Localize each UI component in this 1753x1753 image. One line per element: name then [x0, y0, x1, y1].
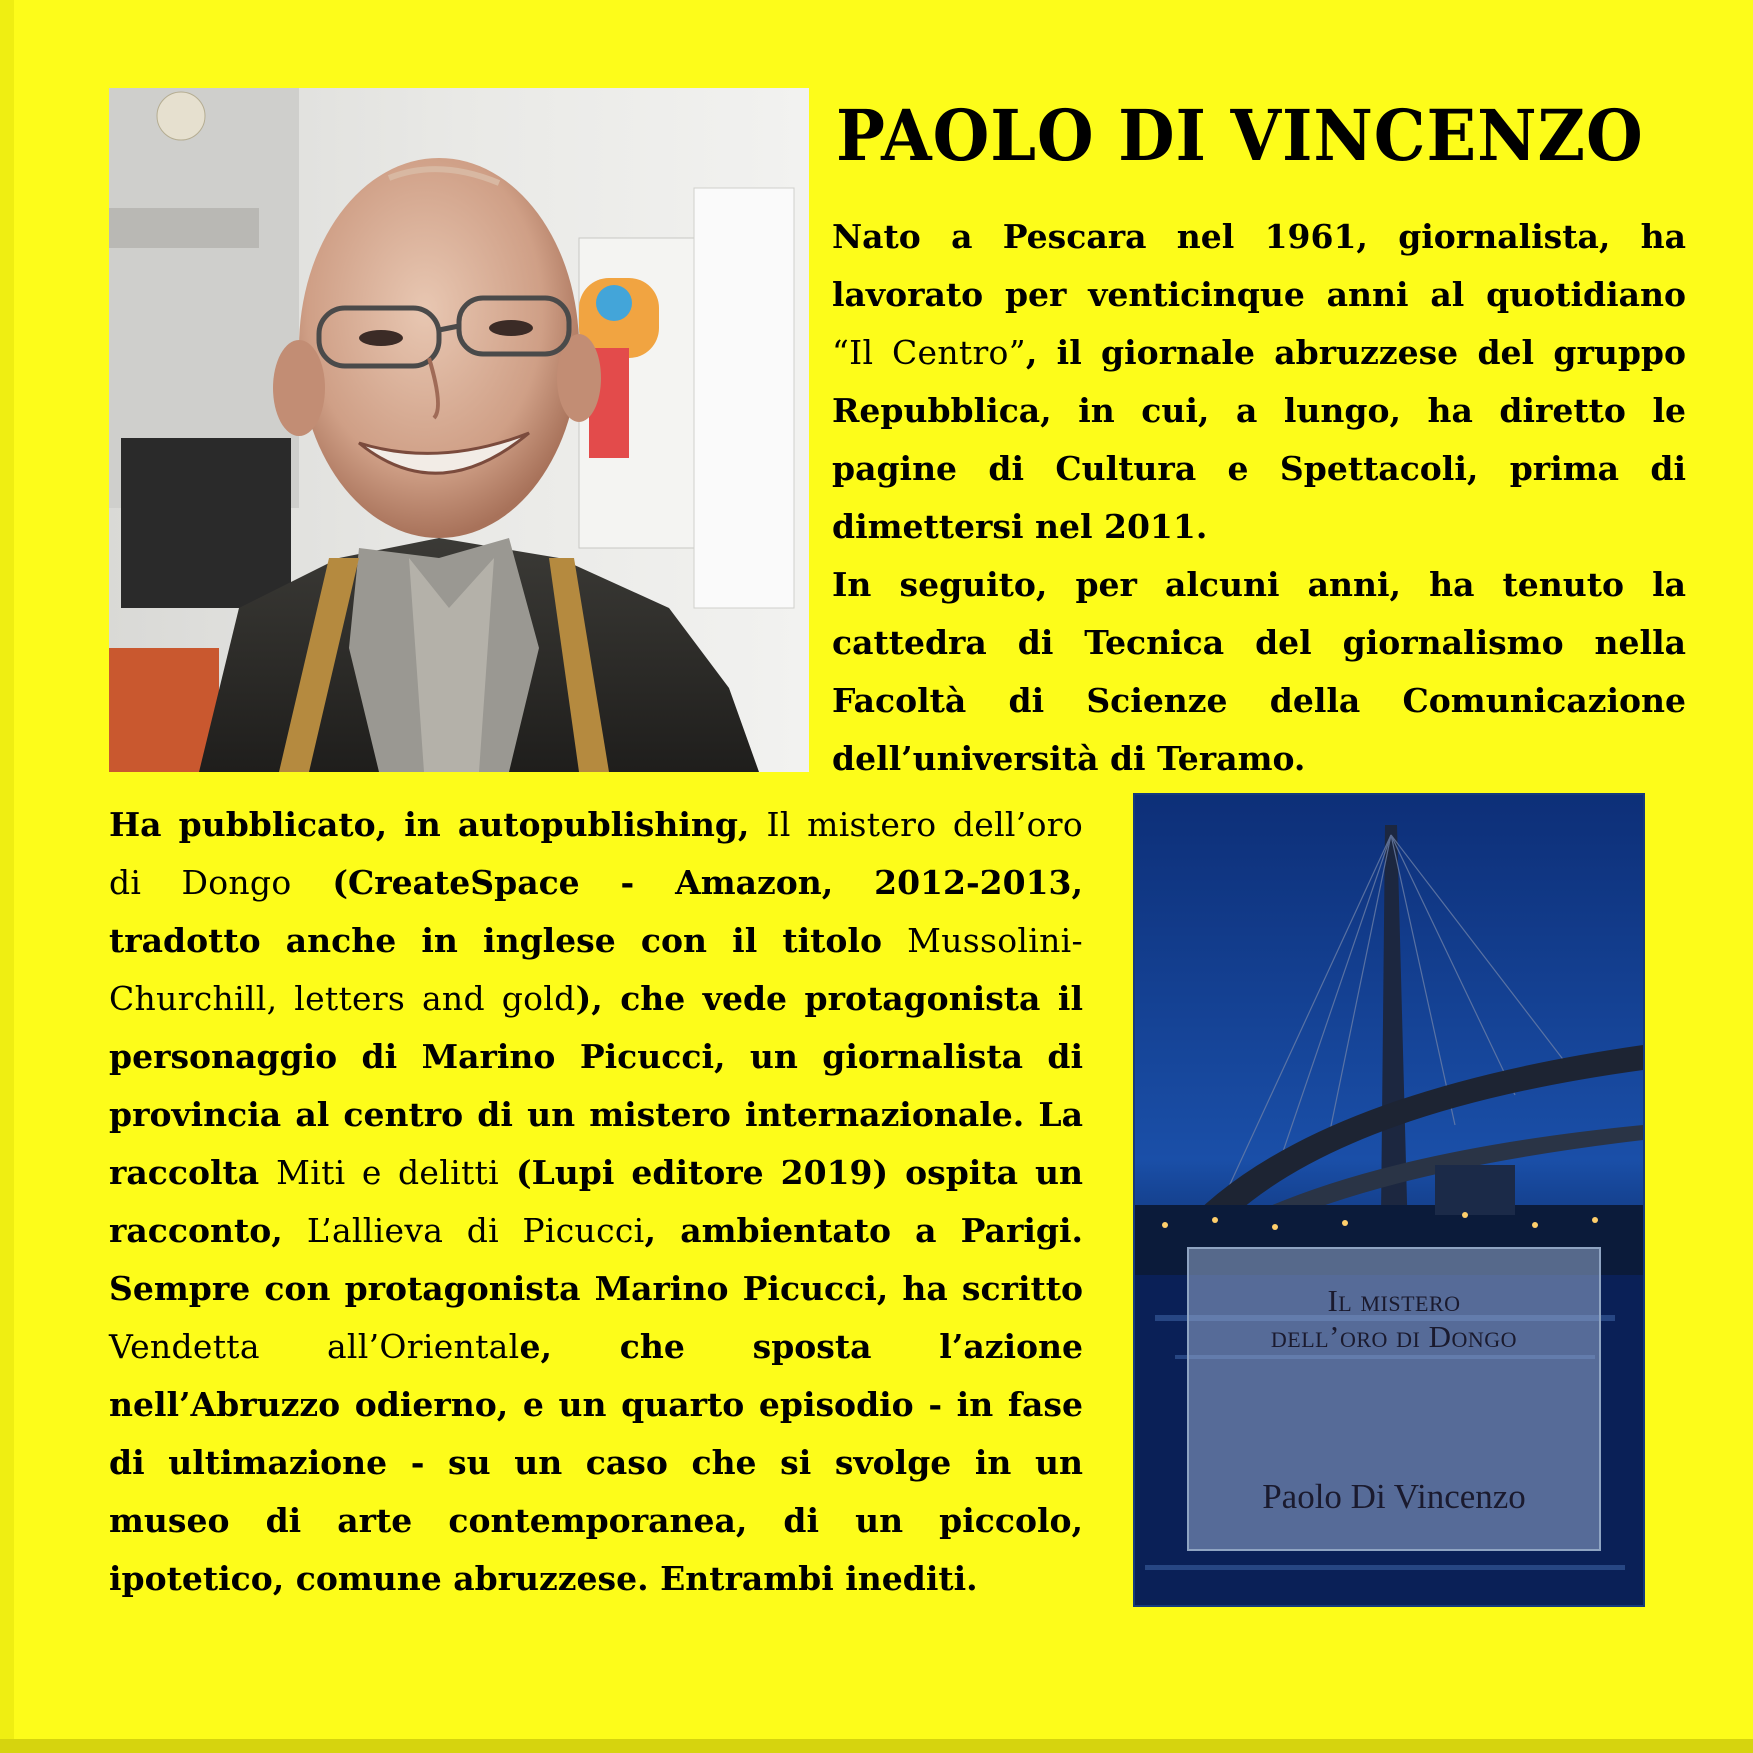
book-title-1: Il mistero dell’oro di Dongo [109, 805, 1083, 902]
publications-paragraph [109, 796, 1083, 1608]
book-title-2: Mussolini-Churchill, letters and gold [109, 921, 1083, 1018]
newspaper-name: “Il Centro” [832, 333, 1026, 372]
bio-paragraph-1 [832, 208, 1686, 556]
cover-author: Paolo Di Vincenzo [1262, 1477, 1526, 1516]
book-cover [1133, 793, 1645, 1607]
book-title-3: Miti e delitti [276, 1153, 499, 1192]
publications-text [109, 796, 1083, 1608]
bio-text-1b: , il giornale abruzzese del gruppo Repubblica, in cui, a lungo, ha diretto le pagine di Cultura e Spettacoli, prima di dimettersi nel 2011. [832, 333, 1686, 546]
biography-text [832, 208, 1686, 788]
book-title-5: Vendetta all’Oriental [109, 1327, 520, 1366]
author-name-title: PAOLO DI VINCENZO [836, 94, 1644, 177]
pub-text-5: , ambientato a Parigi. Sempre con protagonista Marino Picucci, ha scritto [109, 1211, 1083, 1308]
pub-text-1: Ha pubblicato, in autopublishing, [109, 805, 767, 844]
bio-text-1: Nato a Pescara nel 1961, giornalista, ha lavorato per venticinque anni al quotidiano [832, 217, 1686, 314]
cover-title-box [1187, 1247, 1601, 1551]
cover-title [1189, 1283, 1599, 1355]
cover-title-line-2: dell’oro di Dongo [1270, 1319, 1518, 1354]
book-title-4: L’allieva di Picucci [306, 1211, 645, 1250]
pub-text-3: ), che vede protagonista il personaggio di Marino Picucci, un giornalista di provincia al centro di un mistero internazionale. La raccolta [109, 979, 1083, 1192]
pub-text-6: e, che sposta l’azione nell’Abruzzo odierno, e un quarto episodio - in fase di ultimazione - su un caso che si svolge in un museo di arte contemporanea, di un piccolo, ipotetico, comune abruzzese. Entrambi inediti. [109, 1327, 1083, 1598]
cover-title-line-1: Il mistero [1327, 1283, 1461, 1318]
author-photo [109, 88, 809, 772]
pub-text-2: (CreateSpace - Amazon, 2012-2013, tradotto anche in inglese con il titolo [109, 863, 1084, 960]
bio-paragraph-2: In seguito, per alcuni anni, ha tenuto la cattedra di Tecnica del giornalismo nella Facoltà di Scienze della Comunicazione dell’università di Teramo. [832, 565, 1686, 778]
pub-text-4: (Lupi editore 2019) ospita un racconto, [109, 1153, 1083, 1250]
